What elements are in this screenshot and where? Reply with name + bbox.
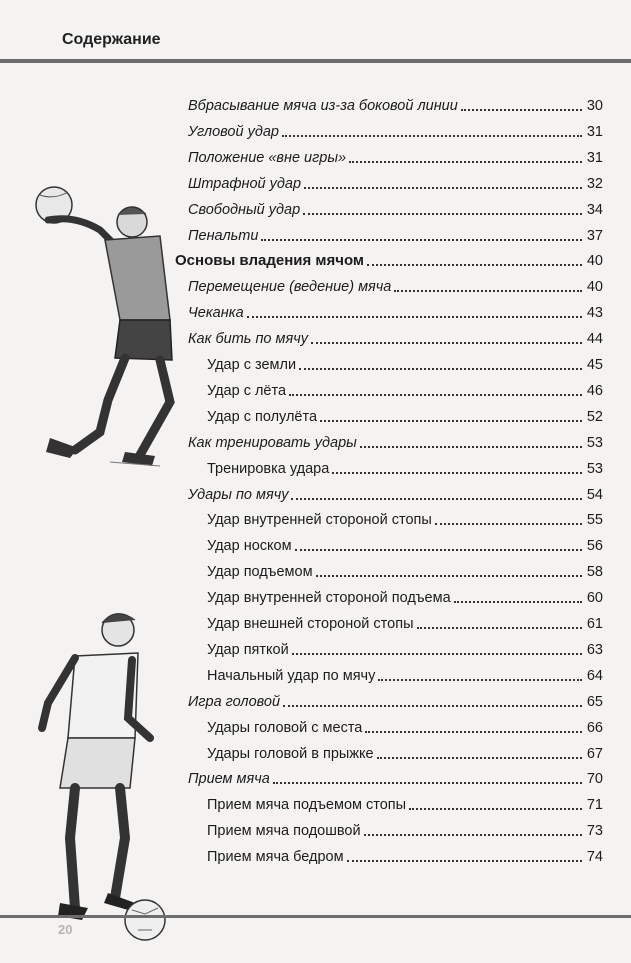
toc-entry-page: 56 [586,538,603,555]
dot-leader [378,679,582,681]
toc-entry [207,737,603,763]
dot-leader [282,135,582,137]
dot-leader [303,213,582,215]
page-title: Содержание [62,31,161,48]
dot-leader [349,161,582,163]
dot-leader [417,627,583,629]
dot-leader [291,498,582,500]
toc-entry-label: Удар носком [207,538,292,555]
dot-leader [304,187,582,189]
toc-entry-label: Прием мяча бедром [207,849,344,866]
toc-entry-label: Игра головой [188,693,281,710]
toc-entry [188,426,603,452]
toc-entry-page: 46 [586,382,603,399]
toc-entry-label: Угловой удар [188,123,279,140]
toc-entry-label: Удар подъемом [207,564,313,581]
toc-entry [207,374,603,400]
dot-leader [299,368,582,370]
toc-entry-label: Удар с земли [207,357,297,373]
toc-entry-label: Прием мяча [188,771,270,788]
dot-leader [347,860,582,862]
dot-leader [311,342,582,344]
toc-entry-page: 70 [586,771,603,788]
toc-entry-page: 66 [586,719,603,736]
toc-entry-page: 53 [586,460,603,477]
toc-entry-label: Удар внутренней стороной подъема [207,590,451,607]
dot-leader [360,446,582,448]
toc-entry-page: 31 [586,123,603,140]
toc-entry-page: 67 [586,745,603,762]
toc-entry [207,555,603,581]
toc-entry-page: 63 [586,641,603,658]
toc-entry-label: Удары головой в прыжке [207,745,374,762]
toc-entry-label: Удары головой с места [207,719,363,736]
toc-entry-page: 31 [586,149,603,166]
toc-entry [207,503,603,529]
dot-leader [367,264,582,266]
toc-entry-page: 43 [586,305,603,322]
toc-entry [188,193,603,219]
toc-entry-page: 44 [586,331,603,348]
dot-leader [289,394,582,396]
toc-entry-page: 74 [586,849,603,866]
dot-leader [261,239,582,241]
toc-entry [207,581,603,607]
dot-leader [377,757,582,759]
toc-entry [188,296,603,322]
toc-entry-label: Вбрасывание мяча из-за боковой линии [188,98,458,114]
toc-entry [207,840,603,866]
toc-entry-page: 65 [586,693,603,710]
footer-divider [0,915,631,918]
toc-entry [188,478,603,504]
toc-entry [175,244,603,270]
toc-entry [188,141,603,167]
toc-entry [207,400,603,426]
toc-entry [207,529,603,555]
dot-leader [295,549,582,551]
toc-entry-label: Перемещение (ведение) мяча [188,279,392,296]
toc-entry [207,711,603,737]
toc-entry-page: 30 [586,98,603,114]
toc-entry [188,219,603,245]
toc-entry-label: Положение «вне игры» [188,149,347,166]
toc-entry-page: 55 [586,512,603,529]
dot-leader [461,109,582,111]
toc-entry-page: 32 [586,175,603,192]
toc-entry-label: Удар внутренней стороной стопы [207,512,432,529]
toc-entry-page: 64 [586,667,603,684]
dot-leader [365,731,582,733]
toc-entry-page: 37 [586,227,603,244]
toc-entry [207,633,603,659]
toc-entry-page: 53 [586,434,603,451]
dot-leader [409,808,582,810]
dot-leader [316,575,582,577]
dot-leader [435,523,582,525]
page-number: 20 [58,922,73,937]
dot-leader [292,653,582,655]
toc-entry-label: Свободный удар [188,201,301,218]
dot-leader [454,601,582,603]
toc-entry [207,814,603,840]
toc-entry-label: Пенальти [188,227,259,244]
toc-entry [207,788,603,814]
toc-entry [207,452,603,478]
toc-entry-page: 40 [586,253,603,270]
toc-entry-page: 54 [586,486,603,503]
toc-entry-label: Удар с лёта [207,382,287,399]
toc-entry-label: Основы владения мячом [175,252,365,270]
toc-entry [188,115,603,141]
toc-entry-label: Начальный удар по мячу [207,667,376,684]
toc-entry-page: 61 [586,616,603,632]
toc-entry [188,89,603,115]
toc-entry-page: 40 [586,279,603,296]
dot-leader [364,834,582,836]
toc-entry [188,270,603,296]
toc-entry-label: Удар пяткой [207,641,289,658]
toc-entry-page: 58 [586,564,603,581]
toc-entry-label: Прием мяча подошвой [207,823,361,840]
toc-entry-page: 71 [586,797,603,814]
toc-entry-label: Штрафной удар [188,175,302,192]
toc-entry [207,607,603,633]
dot-leader [273,782,582,784]
toc-entry [207,348,603,374]
toc-entry-page: 60 [586,590,603,607]
toc-entry-label: Прием мяча подъемом стопы [207,797,407,814]
toc-entry [207,659,603,685]
toc-entry-label: Чеканка [188,305,244,322]
toc-entry-label: Тренировка удара [207,460,330,477]
toc-entry-page: 52 [586,408,603,425]
dot-leader [283,705,582,707]
toc-entry-label: Как бить по мячу [188,331,308,348]
toc-entry [188,322,603,348]
dot-leader [247,316,582,318]
toc-entry-page: 45 [586,357,603,373]
dot-leader [332,472,582,474]
toc-entry-label: Удары по мячу [188,486,289,503]
toc-entry-page: 73 [586,823,603,840]
toc-entry-label: Удар внешней стороной стопы [207,616,414,632]
dot-leader [394,290,582,292]
toc-entry [188,167,603,193]
dot-leader [320,420,582,422]
toc-entry-label: Как тренировать удары [188,434,357,451]
toc-entry [188,685,603,711]
toc-entry [188,762,603,788]
toc-entry-page: 34 [586,201,603,218]
toc-entry-label: Удар с полулёта [207,408,318,425]
